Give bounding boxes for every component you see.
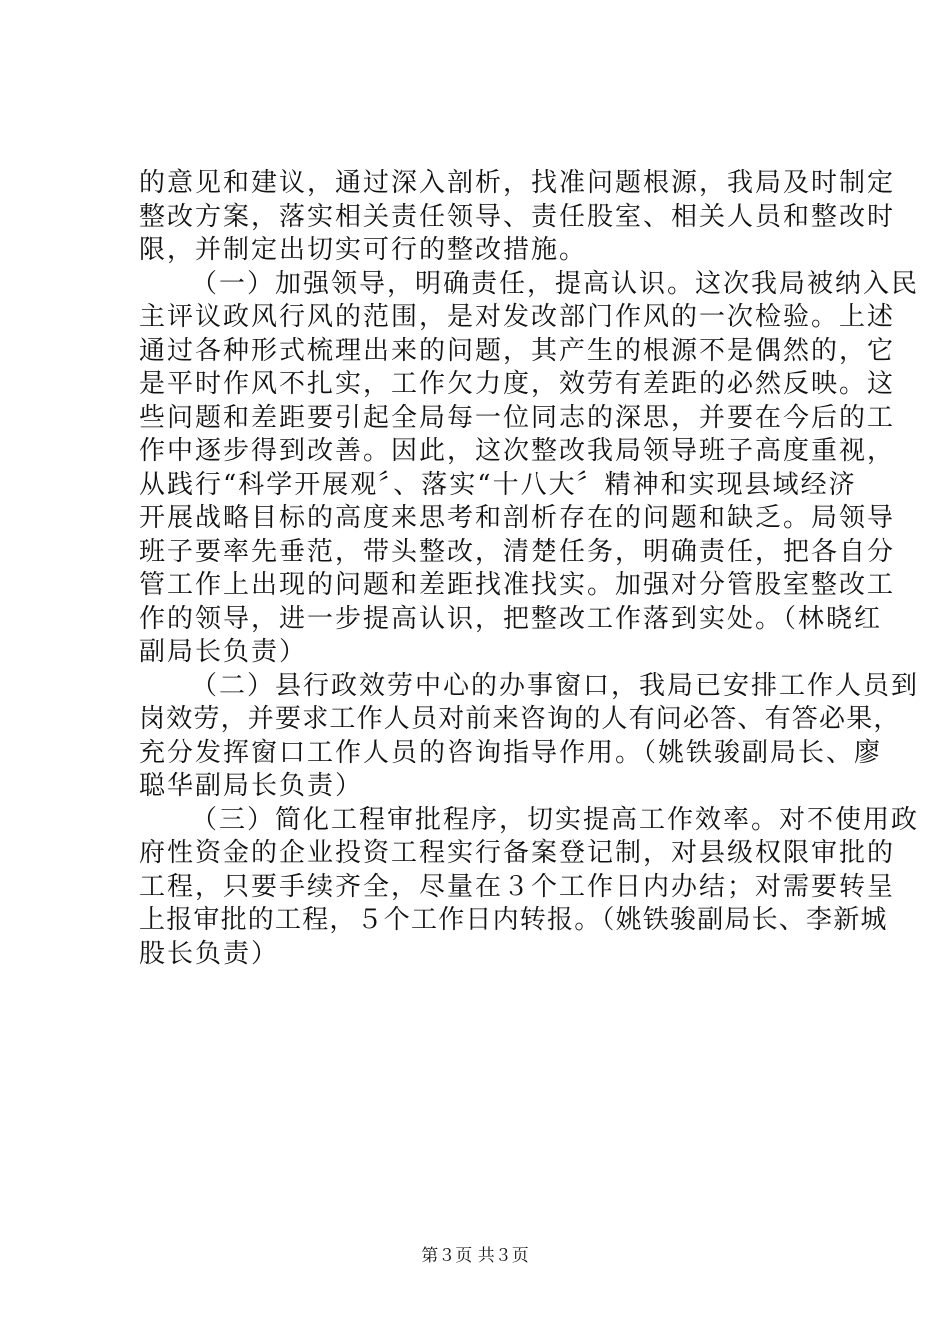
text-line: 聪华副局长负责） xyxy=(139,771,364,801)
text-line: 主评议政风行风的范围，是对发改部门作风的一次检验。上述 xyxy=(139,302,896,332)
paragraph-item-2 xyxy=(139,670,920,804)
text-line: 股长负责） xyxy=(139,938,280,969)
text-line: 岗效劳，并要求工作人员对前来咨询的人有问必答、有答必果， xyxy=(139,704,901,734)
text-line: 限，并制定出切实可行的整改措施。 xyxy=(139,235,588,265)
paragraph-continued xyxy=(139,167,896,268)
text-line: 开展战略目标的高度来思考和剖析存在的问题和缺乏。局领导 xyxy=(139,503,896,533)
paragraph-item-3 xyxy=(139,804,920,972)
paragraph-item-1 xyxy=(139,268,920,670)
text-line: 作中逐步得到改善。因此，这次整改我局领导班子高度重视， xyxy=(139,436,896,466)
text-line: （二）县行政效劳中心的办事窗口，我局已安排工作人员到 xyxy=(191,670,920,701)
text-line: 管工作上出现的问题和差距找准找实。加强对分管股室整改工 xyxy=(139,570,896,600)
text-line: 的意见和建议，通过深入剖析，找准问题根源，我局及时制定 xyxy=(139,168,896,198)
text-line: 从践行“科学开展观〞、落实“十八大〞精神和实现县域经济 xyxy=(139,469,857,500)
text-line: 班子要率先垂范，带头整改，清楚任务，明确责任，把各自分 xyxy=(139,536,896,567)
text-line: 整改方案，落实相关责任领导、责任股室、相关人员和整改时 xyxy=(139,201,896,232)
text-line: 府性资金的企业投资工程实行备案登记制，对县级权限审批的 xyxy=(139,838,896,868)
text-line: 副局长负责） xyxy=(139,637,308,667)
page-number-footer: 第３页 共３页 xyxy=(421,1246,529,1266)
text-line: 作的领导，进一步提高认识，把整改工作落到实处。（林晓红 xyxy=(139,603,883,634)
text-line: 充分发挥窗口工作人员的咨询指导作用。（姚铁骏副局长、廖 xyxy=(139,737,883,768)
text-line: （一）加强领导，明确责任，提高认识。这次我局被纳入民 xyxy=(191,268,920,299)
text-line: 工程，只要手续齐全，尽量在３个工作日内办结；对需要转呈 xyxy=(139,871,896,902)
text-line: 些问题和差距要引起全局每一位同志的深思，并要在今后的工 xyxy=(139,402,896,433)
text-line: （三）简化工程审批程序，切实提高工作效率。对不使用政 xyxy=(191,804,920,835)
document-body xyxy=(139,167,920,971)
text-line: 上报审批的工程，５个工作日内转报。（姚铁骏副局长、李新城 xyxy=(139,905,888,935)
text-line: 是平时作风不扎实，工作欠力度，效劳有差距的必然反映。这 xyxy=(139,369,896,399)
text-line: 通过各种形式梳理出来的问题，其产生的根源不是偶然的，它 xyxy=(139,335,896,366)
